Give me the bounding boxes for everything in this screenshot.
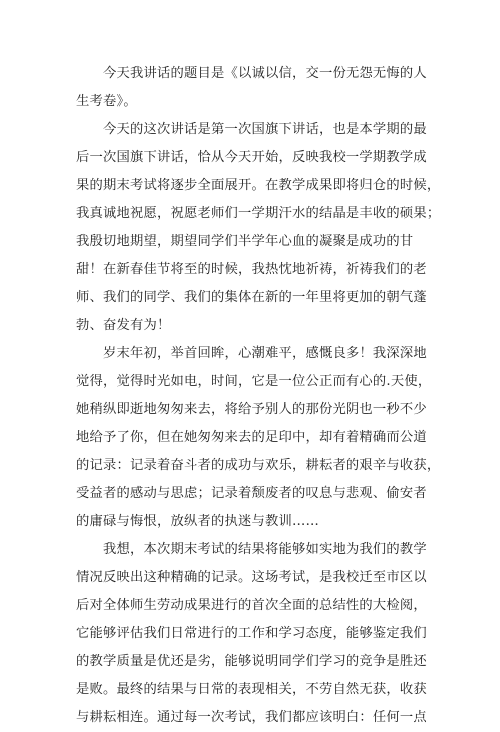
paragraph-line: 师、我们的同学、我们的集体在新的一年里将更加的朝气蓬 bbox=[76, 290, 427, 305]
paragraph-topic bbox=[76, 60, 426, 116]
paragraph-exam bbox=[76, 536, 426, 732]
paragraph-line: 岁末年初，举首回眸，心潮难平，感慨良多！我深深地 bbox=[103, 346, 427, 361]
paragraph-line: 生考卷》。 bbox=[76, 94, 137, 109]
paragraph-line: 的记录：记录着奋斗者的成功与欢乐，耕耘者的艰辛与收获， bbox=[76, 458, 441, 473]
paragraph-line: 勃、奋发有为！ bbox=[76, 318, 171, 333]
paragraph-opening bbox=[76, 116, 441, 340]
paragraph-line: 的庸碌与悔恨，放纵者的执迷与教训…… bbox=[76, 514, 319, 529]
paragraph-line: 情况反映出这种精确的记录。这场考试，是我校迁至市区以 bbox=[76, 570, 427, 585]
paragraph-reflection bbox=[76, 340, 441, 536]
paragraph-line: 今天的这次讲话是第一次国旗下讲话，也是本学期的最 bbox=[103, 122, 427, 137]
paragraph-line: 地给予了你，但在她匆匆来去的足印中，却有着精确而公道 bbox=[76, 430, 427, 445]
paragraph-line: 我真诚地祝愿，祝愿老师们一学期汗水的结晶是丰收的硕果； bbox=[76, 206, 441, 221]
paragraph-line: 觉得，觉得时光如电，时间，它是一位公正而有心的.天使， bbox=[76, 374, 432, 389]
paragraph-line: 的教学质量是优还是劣，能够说明同学们学习的竞争是胜还 bbox=[76, 654, 427, 669]
paragraph-line: 我想，本次期末考试的结果将能够如实地为我们的教学 bbox=[103, 542, 427, 557]
paragraph-line: 是败。最终的结果与日常的表现相关，不劳自然无获，收获 bbox=[76, 682, 427, 697]
paragraph-line: 与耕耘相连。通过每一次考试，我们都应该明白：任何一点 bbox=[76, 710, 427, 725]
paragraph-line: 甜！在新春佳节将至的时候，我热忱地祈祷，祈祷我们的老 bbox=[76, 262, 427, 277]
paragraph-line: 后对全体师生劳动成果进行的首次全面的总结性的大检阅， bbox=[76, 598, 427, 613]
paragraph-line: 我殷切地期望，期望同学们半学年心血的凝聚是成功的甘 bbox=[76, 234, 414, 249]
paragraph-line: 后一次国旗下讲话，恰从今天开始，反映我校一学期教学成 bbox=[76, 150, 427, 165]
paragraph-line: 果的期末考试将逐步全面展开。在教学成果即将归仓的时候， bbox=[76, 178, 441, 193]
paragraph-line: 受益者的感动与思虑；记录着颓废者的叹息与悲观、偷安者 bbox=[76, 486, 427, 501]
paragraph-line: 她稍纵即逝地匆匆来去，将给予别人的那份光阴也一秒不少 bbox=[76, 402, 427, 417]
paragraph-line: 它能够评估我们日常进行的工作和学习态度，能够鉴定我们 bbox=[76, 626, 427, 641]
paragraph-line: 今天我讲话的题目是《以诚以信，交一份无怨无悔的人 bbox=[103, 66, 427, 81]
